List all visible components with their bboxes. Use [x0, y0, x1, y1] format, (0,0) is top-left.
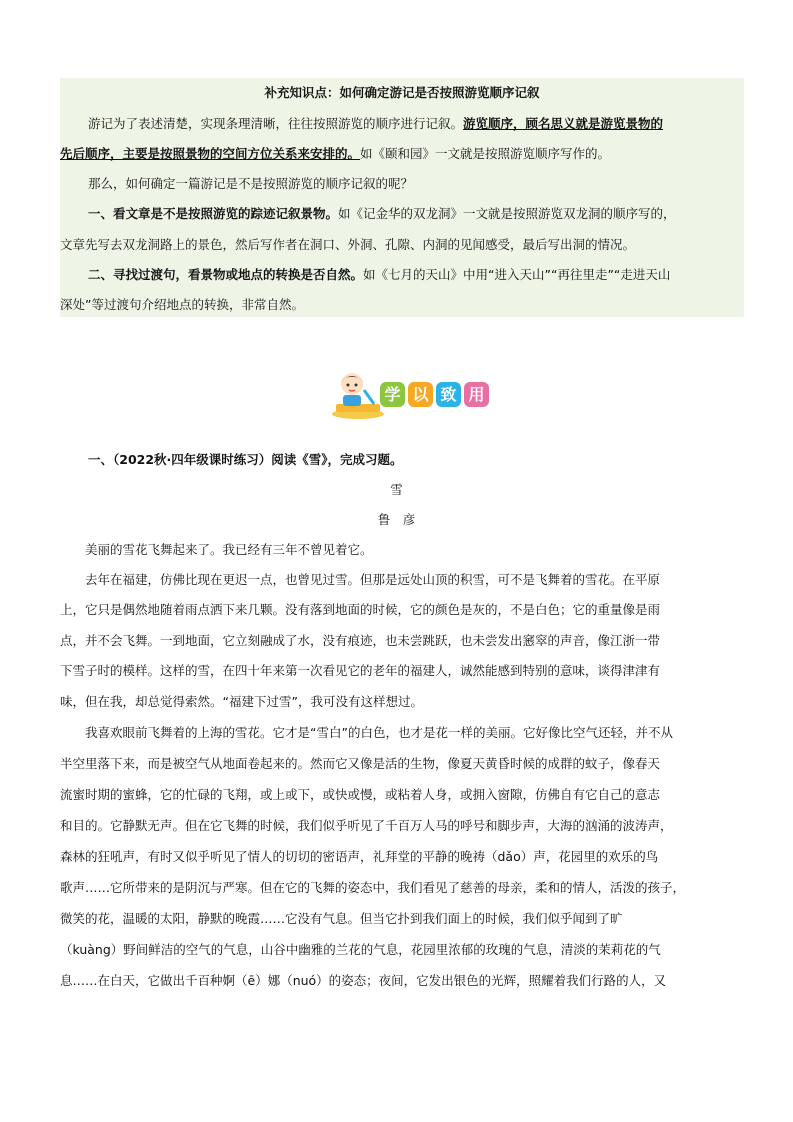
- student-writing-icon: [328, 370, 388, 420]
- knowledge-paragraph-4-cont: 深处”等过渡句介绍地点的转换，非常自然。: [60, 297, 304, 312]
- knowledge-paragraph-3-cont: 文章先写去双龙洞路上的景色，然后写作者在洞口、外洞、孔隙、内洞的见闻感受，最后写出洞的情况。: [60, 237, 636, 252]
- exercise-question: 一、（2022秋·四年级课时练习）阅读《雪》，完成习题。: [88, 452, 403, 467]
- passage-line: 流蜜时期的蜜蜂，它的忙碌的飞翔，或上或下，或快或慢，或粘着人身，或拥入窗隙，仿佛自有它自己的意志: [60, 787, 661, 802]
- logo-tile: 致: [436, 382, 461, 407]
- passage-line: （kuàng）野间鲜洁的空气的气息，山谷中幽雅的兰花的气息，花园里浓郁的玫瑰的气息，清淡的茉莉花的气: [60, 942, 661, 957]
- passage-line: 和目的。它静默无声。但在它飞舞的时候，我们似乎听见了千百万人马的呼号和脚步声，大海的汹涌的波涛声，: [60, 818, 673, 833]
- knowledge-paragraph-4: 二、寻找过渡句，看景物或地点的转换是否自然。如《七月的天山》中用“进入天山”“再往里走”“走进天山: [88, 267, 671, 282]
- passage-title: 雪: [390, 482, 403, 497]
- passage-line: 歌声……它所带来的是阴沉与严寒。但在它的飞舞的姿态中，我们看见了慈善的母亲，柔和的情人，活泼的孩子，: [60, 880, 686, 895]
- passage-line: 森林的狂吼声，有时又似乎听见了情人的切切的密语声，礼拜堂的平静的晚祷（dǎo）声，花园里的欢乐的鸟: [60, 849, 659, 864]
- knowledge-paragraph-3: 一、看文章是不是按照游览的踪迹记叙景物。如《记金华的双龙洞》一文就是按照游览双龙洞的顺序写的，: [88, 206, 676, 221]
- logo-tile: 以: [408, 382, 433, 407]
- passage-line: 去年在福建，仿佛比现在更迟一点，也曾见过雪。但那是远处山顶的积雪，可不是飞舞着的雪花。在平原: [60, 572, 661, 587]
- knowledge-title: 补充知识点：如何确定游记是否按照游览顺序记叙: [264, 85, 540, 100]
- logo-tiles: [380, 382, 489, 407]
- passage-line: 上，它只是偶然地随着雨点洒下来几颗。没有落到地面的时候，它的颜色是灰的，不是白色；它的重量像是雨: [60, 602, 661, 617]
- knowledge-paragraph-1-cont: 先后顺序，主要是按照景物的空间方位关系来安排的。如《颐和园》一文就是按照游览顺序写作的。: [60, 146, 611, 161]
- knowledge-paragraph-2: 那么，如何确定一篇游记是不是按照游览的顺序记叙的呢？: [88, 176, 414, 191]
- logo-tile: 学: [380, 382, 405, 407]
- passage-line: 下雪子时的模样。这样的雪，在四十年来第一次看见它的老年的福建人，诚然能感到特别的意味，谈得津津有: [60, 663, 661, 678]
- passage-author: 鲁 彦: [377, 512, 416, 527]
- logo-tile: 用: [464, 382, 489, 407]
- passage-line: 美丽的雪花飞舞起来了。我已经有三年不曾见着它。: [60, 542, 373, 557]
- passage-line: 点，并不会飞舞。一到地面，它立刻融成了水，没有痕迹，也未尝跳跃，也未尝发出窸窣的声音，像江浙一带: [60, 633, 661, 648]
- passage-line: 我喜欢眼前飞舞着的上海的雪花。它才是“雪白”的白色，也才是花一样的美丽。它好像比空气还轻，并不从: [60, 725, 673, 740]
- passage-line: 半空里落下来，而是被空气从地面卷起来的。然而它又像是活的生物，像夏天黄昏时候的成群的蚊子，像春天: [60, 756, 661, 771]
- knowledge-box: [60, 78, 744, 317]
- passage-line: 味，但在我，却总觉得索然。“福建下过雪”，我可没有这样想过。: [60, 694, 423, 709]
- knowledge-paragraph-1: 游记为了表述清楚，实现条理清晰，往往按照游览的顺序进行记叙。游览顺序，顾名思义就是游览景物的: [88, 116, 664, 131]
- passage-line: 微笑的花，温暖的太阳，静默的晚霞……它没有气息。但当它扑到我们面上的时候，我们似乎闻到了旷: [60, 911, 623, 926]
- passage-line: 息……在白天，它做出千百种婀（ē）娜（nuó）的姿态；夜间，它发出银色的光辉，照耀着我们行路的人，又: [60, 973, 667, 988]
- xue-yi-zhi-yong-logo: [328, 370, 513, 420]
